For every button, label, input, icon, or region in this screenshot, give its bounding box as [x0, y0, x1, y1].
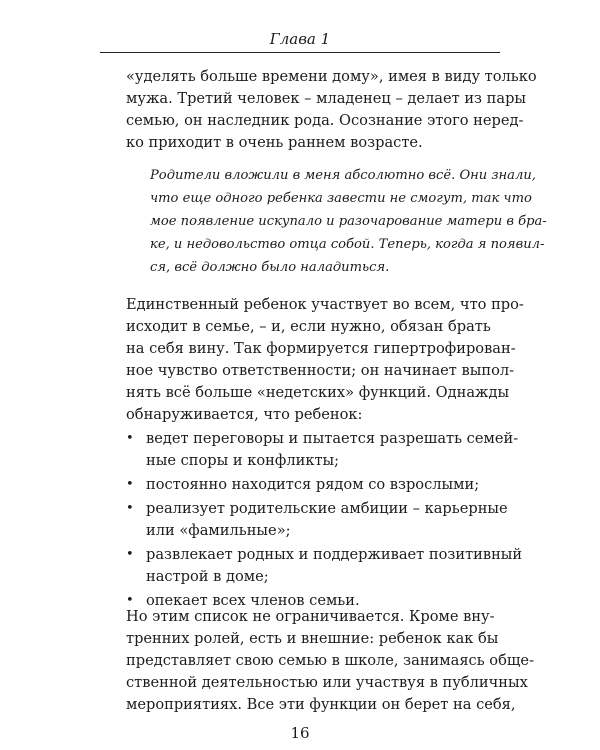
- bullet-icon: •: [126, 477, 134, 492]
- text-line: исходит в семье, – и, если нужно, обязан брать: [126, 318, 491, 335]
- list-item: [126, 474, 488, 496]
- bullet-icon: •: [126, 593, 134, 608]
- text-line: Но этим список не ограничивается. Кроме вну-: [126, 608, 495, 625]
- text-line: мероприятиях. Все эти функции он берет на себя,: [126, 696, 516, 713]
- text-line: тренних ролей, есть и внешние: ребенок как бы: [126, 630, 499, 647]
- page-number: 16: [290, 724, 310, 742]
- list-item: [126, 428, 519, 472]
- text-line: ко приходит в очень раннем возрасте.: [126, 134, 423, 151]
- list-item-line: ведет переговоры и пытается разрешать семей-: [146, 430, 519, 447]
- list-item-line: постоянно находится рядом со взрослыми;: [146, 476, 480, 493]
- quote-line: что еще одного ребенка завести не смогут, так что: [150, 191, 532, 206]
- header-rule: [100, 52, 500, 53]
- quote-line: мое появление искупало и разочарование матери в бра-: [150, 214, 547, 229]
- list-item-line: настрой в доме;: [146, 568, 269, 585]
- text-line: обнаруживается, что ребенок:: [126, 406, 363, 423]
- block-quote: [150, 164, 547, 279]
- quote-line: ся, всё должно было наладиться.: [150, 260, 390, 275]
- text-line: ное чувство ответственности; он начинает выпол-: [126, 362, 515, 379]
- text-line: нять всё больше «недетских» функций. Однажды: [126, 384, 510, 401]
- paragraph-1: [126, 66, 537, 154]
- list-item-line: реализует родительские амбиции – карьерные: [146, 500, 508, 517]
- list-item: [126, 544, 523, 588]
- bullet-list: [126, 428, 523, 612]
- text-line: Единственный ребенок участвует во всем, что про-: [126, 296, 524, 313]
- text-line: на себя вину. Так формируется гипертрофирован-: [126, 340, 516, 357]
- quote-line: ке, и недовольство отца собой. Теперь, когда я появил-: [150, 237, 545, 252]
- list-item-line: развлекает родных и поддерживает позитивный: [146, 546, 523, 563]
- bullet-icon: •: [126, 501, 134, 516]
- list-item-line: или «фамильные»;: [146, 522, 291, 539]
- running-head-chapter: Глава 1: [269, 30, 331, 48]
- paragraph-2: [126, 294, 524, 426]
- text-line: ственной деятельностью или участвуя в публичных: [126, 674, 528, 691]
- text-line: мужа. Третий человек – младенец – делает из пары: [126, 90, 527, 107]
- paragraph-3: [126, 606, 535, 716]
- bullet-icon: •: [126, 547, 134, 562]
- list-item-line: опекает всех членов семьи.: [146, 592, 360, 609]
- list-item-line: ные споры и конфликты;: [146, 452, 340, 469]
- list-item: [126, 498, 508, 542]
- text-line: «уделять больше времени дому», имея в виду только: [126, 68, 537, 85]
- text-line: семью, он наследник рода. Осознание этого неред-: [126, 112, 524, 129]
- bullet-icon: •: [126, 431, 134, 446]
- text-line: представляет свою семью в школе, занимаясь обще-: [126, 652, 535, 669]
- quote-line: Родители вложили в меня абсолютно всё. Они знали,: [150, 168, 536, 183]
